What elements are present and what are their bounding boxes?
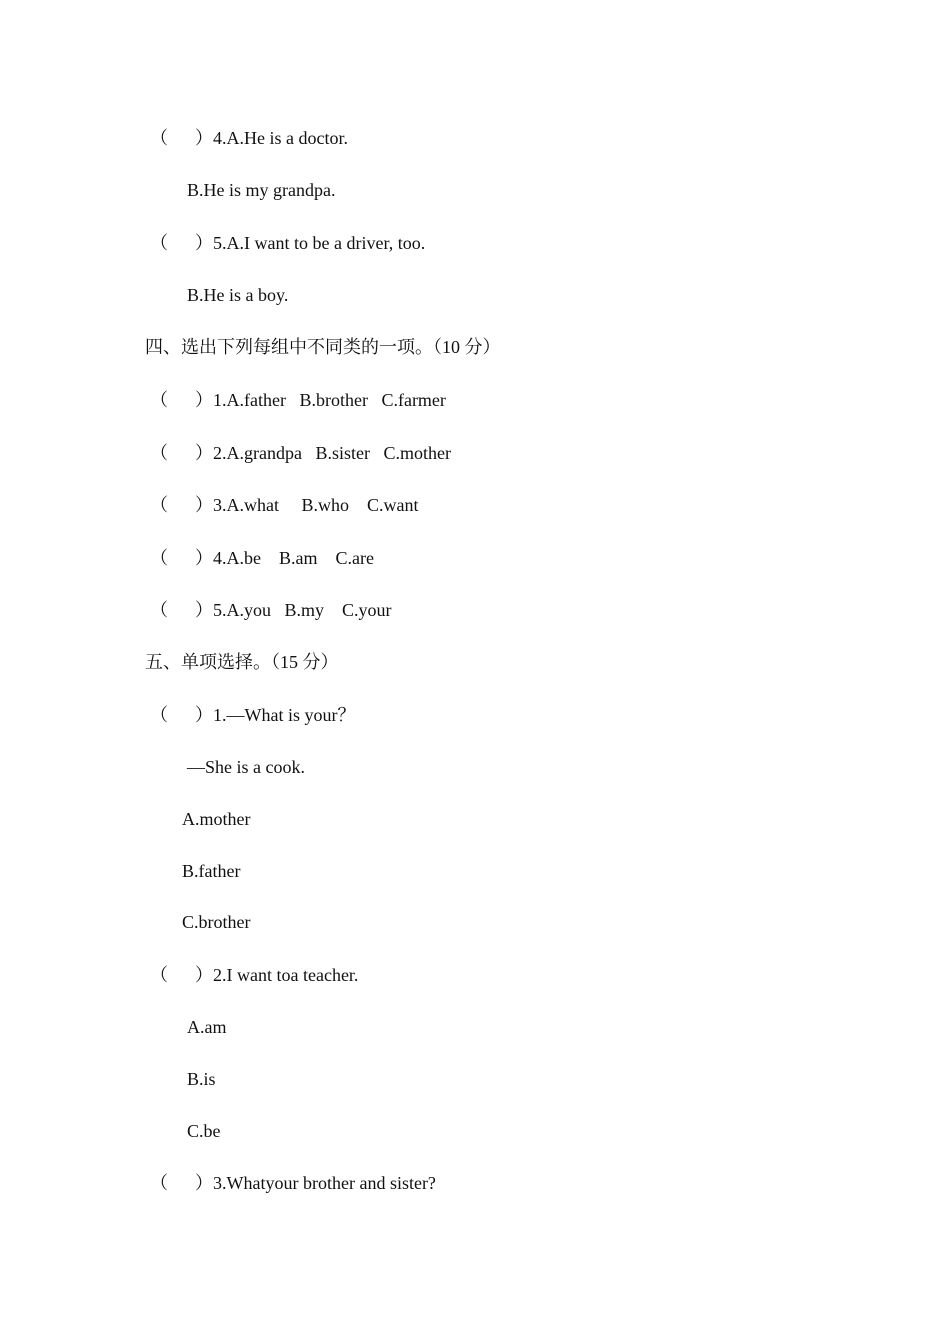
- section-4-heading: 四、选出下列每组中不同类的一项。（10 分）: [145, 337, 501, 357]
- q3-item-4-option-b: B.He is my grandpa.: [187, 180, 336, 200]
- s5-question-1-answer: —She is a cook.: [187, 757, 305, 777]
- s5-q2-option-b: B.is: [187, 1069, 216, 1089]
- section-5-heading: 五、单项选择。（15 分）: [145, 652, 339, 672]
- s4-question-4: （ ）4.A.be B.am C.are: [150, 548, 374, 568]
- s5-question-1: （ ）1.—What is your？: [150, 705, 356, 725]
- s4-question-5: （ ）5.A.you B.my C.your: [150, 600, 392, 620]
- s4-question-1: （ ）1.A.father B.brother C.farmer: [150, 390, 446, 410]
- s5-q1-option-c: C.brother: [182, 912, 251, 932]
- s5-question-3: （ ）3.Whatyour brother and sister?: [150, 1173, 436, 1193]
- s5-q2-option-a: A.am: [187, 1017, 227, 1037]
- s4-question-2: （ ）2.A.grandpa B.sister C.mother: [150, 443, 451, 463]
- s5-q1-option-a: A.mother: [182, 809, 251, 829]
- s4-question-3: （ ）3.A.what B.who C.want: [150, 495, 419, 515]
- s5-question-2: （ ）2.I want toa teacher.: [150, 965, 359, 985]
- s5-q1-option-b: B.father: [182, 861, 241, 881]
- s5-q2-option-c: C.be: [187, 1121, 221, 1141]
- q3-item-4-option-a: （ ）4.A.He is a doctor.: [150, 128, 348, 148]
- q3-item-5-option-b: B.He is a boy.: [187, 285, 289, 305]
- q3-item-5-option-a: （ ）5.A.I want to be a driver, too.: [150, 233, 426, 253]
